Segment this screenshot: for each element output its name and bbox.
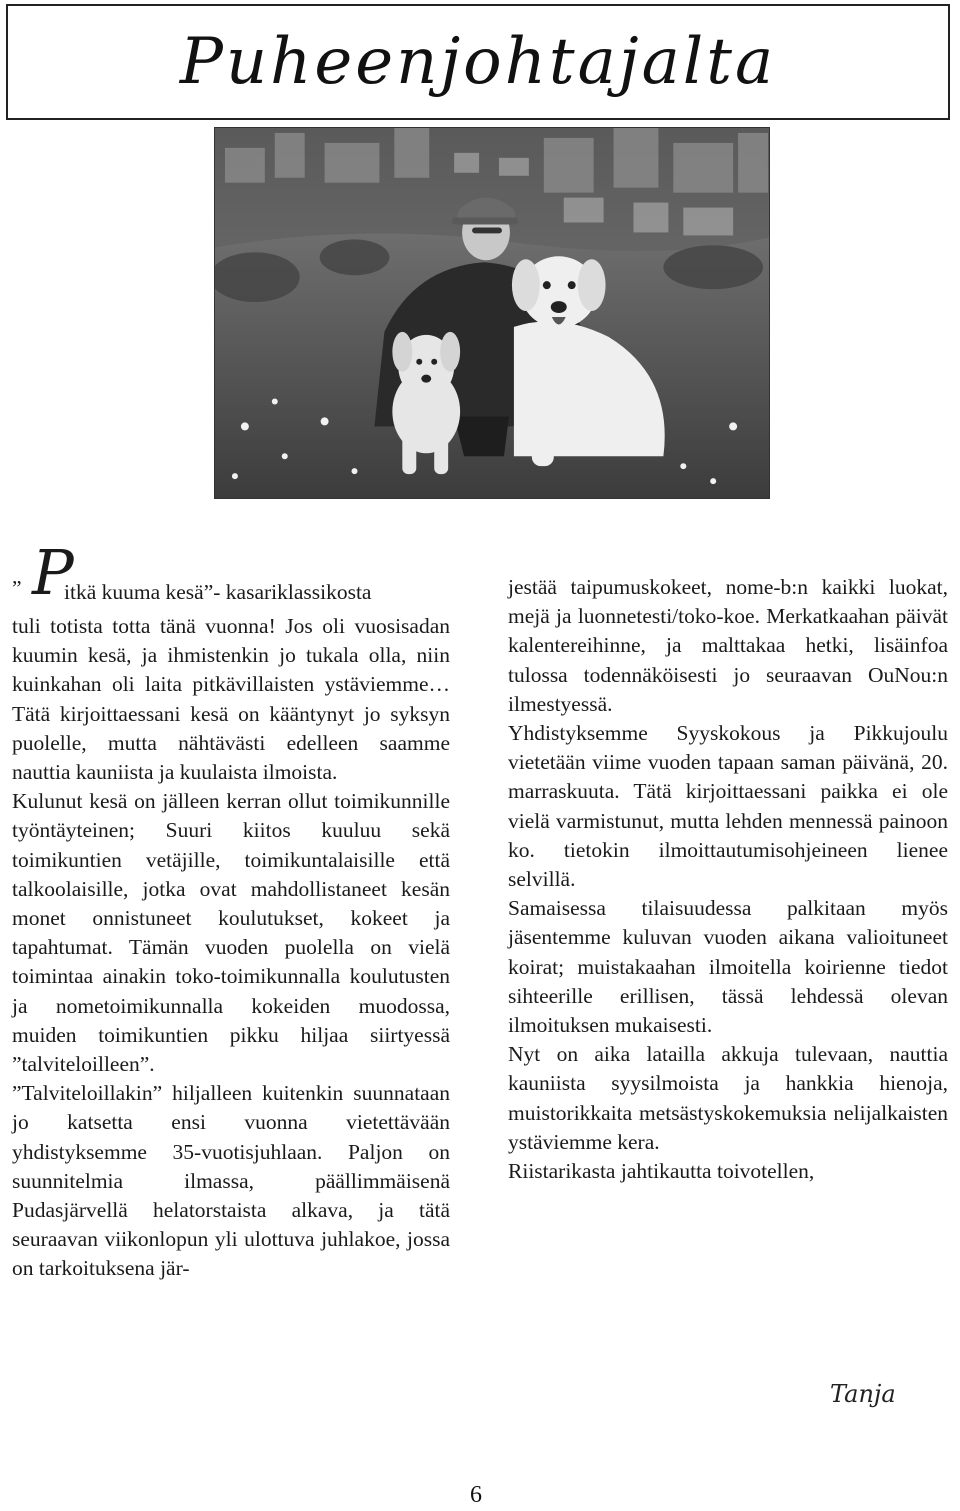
article-column-left	[12, 536, 450, 1284]
article-paragraph: ”Talviteloillakin” hiljalleen kuitenkin suunnataan jo katsetta ensi vuonna vietettävään yhdistyksemme 35-vuotisjuhlaan. Paljon on suunnitelmia ilmassa, päällimmäisenä Pudasjärvellä helatorstaista alkava, ja tätä seuraavan viikonlopun yli ulottuva juhlakoe, jossa on tarkoituksena jär-	[12, 1081, 450, 1281]
article-paragraph: Samaisessa tilaisuudessa palkitaan myös jäsentemme kuluvan vuoden aikana valioituneet koirat; muistakaahan ilmoitella koirienne tiedot sihteerille erillisen, tässä lehdessä olevan ilmoituksen mukaisesti.	[508, 896, 948, 1038]
article-photo	[214, 127, 770, 499]
photo-woman-with-two-dogs-icon	[215, 128, 769, 498]
article-column-right	[508, 573, 948, 1186]
author-signature: Tanja	[830, 1380, 896, 1408]
opening-quote: ”	[12, 576, 22, 600]
article-paragraph: tuli totista totta tänä vuonna! Jos oli vuosisadan kuumin kesä, ja ihmistenkin jo tukala olla, niin kuinkahan oli laita pitkävillaisten ystäviemme… Tätä kirjoittaessani kesä on kääntynyt jo syksyn puolelle, mutta nähtävästi edelleen saamme nauttia kauniista ja kuulaista ilmoista.	[12, 614, 450, 785]
page-title: Puheenjohtajalta	[179, 25, 777, 99]
article-opening-line	[12, 536, 450, 612]
title-box	[6, 4, 950, 120]
article-paragraph: Kulunut kesä on jälleen kerran ollut toimikunnille työntäyteinen; Suuri kiitos kuuluu sekä toimikuntien vetäjille, toimikuntalaisille että talkoolaisille, jotka ovat mahdollistaneet kesän monet onnistuneet koulutukset, kokeet ja tapahtumat. Tämän vuoden puolella on vielä toimintaa ainakin toko-toimikunnalla koulutusten ja nometoimikunnalla kokeiden muodossa, muiden toimikuntien pikku hiljaa siirtyessä ”talviteloilleen”.	[12, 789, 450, 1077]
drop-cap: P	[32, 536, 74, 609]
article-paragraph: Nyt on aika latailla akkuja tulevaan, nauttia kauniista syysilmoista ja hankkia hienoja, muistorikkaita metsästyskokemuksia nelijalkaisten ystäviemme kera.	[508, 1042, 948, 1154]
article-paragraph: jestää taipumuskokeet, nome-b:n kaikki luokat, mejä ja luonnetesti/toko-koe. Merkatkaahan päivät kalentereihinne, ja malttakaa hetki, lisäinfoa tulossa todennäköisesti jo seuraavan OuNou:n ilmestyessä.	[508, 575, 948, 716]
article-paragraph: Yhdistyksemme Syyskokous ja Pikkujoulu vietetään viime vuoden tapaan saman päivänä, 20. marraskuuta. Tätä kirjoittaessani paikka ei ole vielä varmistunut, mutta lehden mennessä painoon ko. tietokin ilmoittautumisohjeineen lienee selvillä.	[508, 721, 948, 892]
article-paragraph: Riistarikasta jahtikautta toivotellen,	[508, 1159, 815, 1184]
page-number: 6	[470, 1482, 482, 1508]
opening-line-text: itkä kuuma kesä”- kasariklassikosta	[64, 580, 372, 604]
